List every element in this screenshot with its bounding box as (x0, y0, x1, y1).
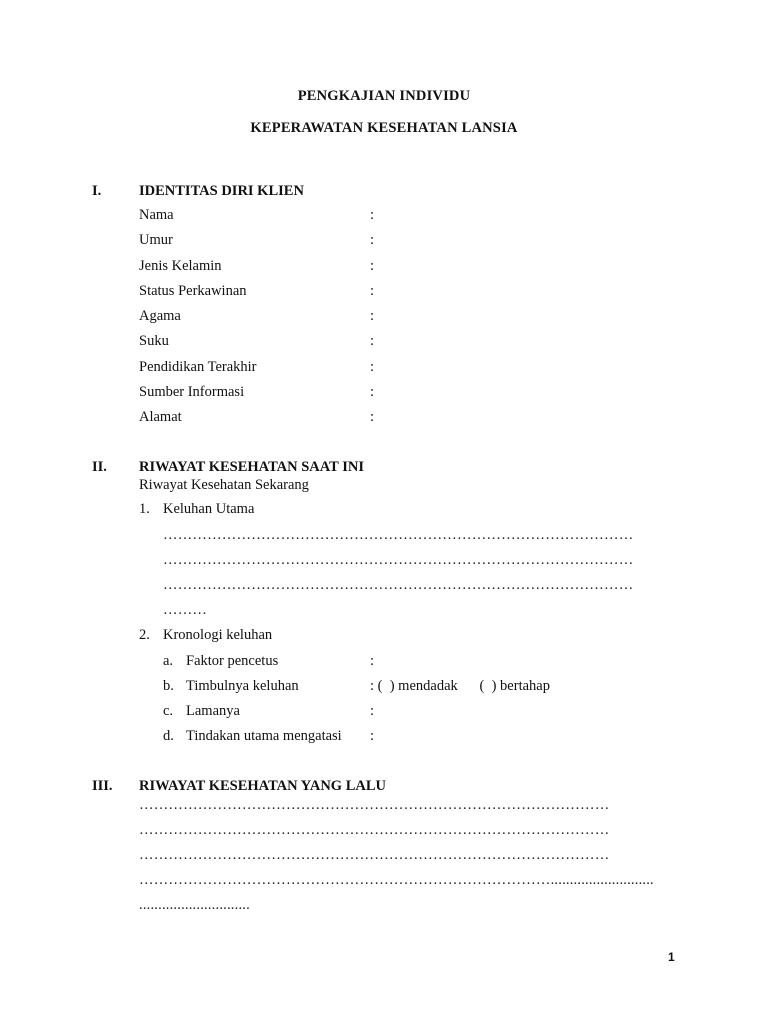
subitem-label-timbulnya-keluhan: Timbulnya keluhan (186, 678, 299, 694)
field-label-pendidikan-terakhir: Pendidikan Terakhir (139, 359, 257, 375)
subitem-label-tindakan-utama: Tindakan utama mengatasi (186, 728, 342, 744)
subitem-value-faktor-pencetus: : (370, 653, 375, 669)
field-colon-pendidikan-terakhir: : (370, 359, 375, 375)
dotted-line: …………………………………………………………………………………… (163, 527, 634, 543)
dotted-line: …………………………………………………………………………………… (139, 822, 610, 838)
field-colon-nama: : (370, 207, 375, 223)
subitem-letter-c: c. (163, 703, 174, 719)
field-colon-umur: : (370, 232, 375, 248)
section-2-number: II. (92, 459, 107, 475)
section-3-number: III. (92, 778, 113, 794)
subitem-label-faktor-pencetus: Faktor pencetus (186, 653, 279, 669)
subitem-label-lamanya: Lamanya (186, 703, 240, 719)
field-label-nama: Nama (139, 207, 174, 223)
document-subtitle: KEPERAWATAN KESEHATAN LANSIA (250, 120, 518, 136)
field-label-sumber-informasi: Sumber Informasi (139, 384, 245, 400)
item-1-number: 1. (139, 501, 150, 517)
field-colon-agama: : (370, 308, 375, 324)
dotted-line: …………………………………………………………………………………… (163, 552, 634, 568)
subitem-value-timbulnya-keluhan: : ( ) mendadak ( ) bertahap (370, 678, 550, 694)
item-2-label: Kronologi keluhan (163, 627, 273, 643)
subitem-letter-a: a. (163, 653, 174, 669)
field-colon-status-perkawinan: : (370, 283, 375, 299)
page-number: 1 (668, 950, 675, 964)
field-colon-suku: : (370, 333, 375, 349)
item-2-number: 2. (139, 627, 150, 643)
field-label-umur: Umur (139, 232, 173, 248)
dotted-line-short: ……… (163, 602, 208, 618)
subitem-value-lamanya: : (370, 703, 375, 719)
section-2-subheading: Riwayat Kesehatan Sekarang (139, 477, 309, 493)
dotted-line: …………………………………………………………………………………… (163, 577, 634, 593)
dotted-line: …………………………………………………………………………………… (139, 847, 610, 863)
item-1-label: Keluhan Utama (163, 501, 255, 517)
field-colon-alamat: : (370, 409, 375, 425)
section-1-number: I. (92, 183, 102, 199)
section-2-heading: RIWAYAT KESEHATAN SAAT INI (139, 459, 364, 475)
field-label-status-perkawinan: Status Perkawinan (139, 283, 247, 299)
field-label-alamat: Alamat (139, 409, 182, 425)
subitem-value-tindakan-utama: : (370, 728, 375, 744)
subitem-letter-b: b. (163, 678, 174, 694)
section-1-heading: IDENTITAS DIRI KLIEN (139, 183, 304, 199)
dotted-line: …………………………………………………………………………........................... (139, 872, 654, 888)
field-label-jenis-kelamin: Jenis Kelamin (139, 258, 222, 274)
document-title: PENGKAJIAN INDIVIDU (297, 88, 471, 104)
dotted-line-short: ............................. (139, 897, 250, 913)
field-colon-sumber-informasi: : (370, 384, 375, 400)
dotted-line: …………………………………………………………………………………… (139, 797, 610, 813)
subitem-letter-d: d. (163, 728, 174, 744)
section-3-heading: RIWAYAT KESEHATAN YANG LALU (139, 778, 386, 794)
field-label-agama: Agama (139, 308, 181, 324)
field-label-suku: Suku (139, 333, 169, 349)
field-colon-jenis-kelamin: : (370, 258, 375, 274)
